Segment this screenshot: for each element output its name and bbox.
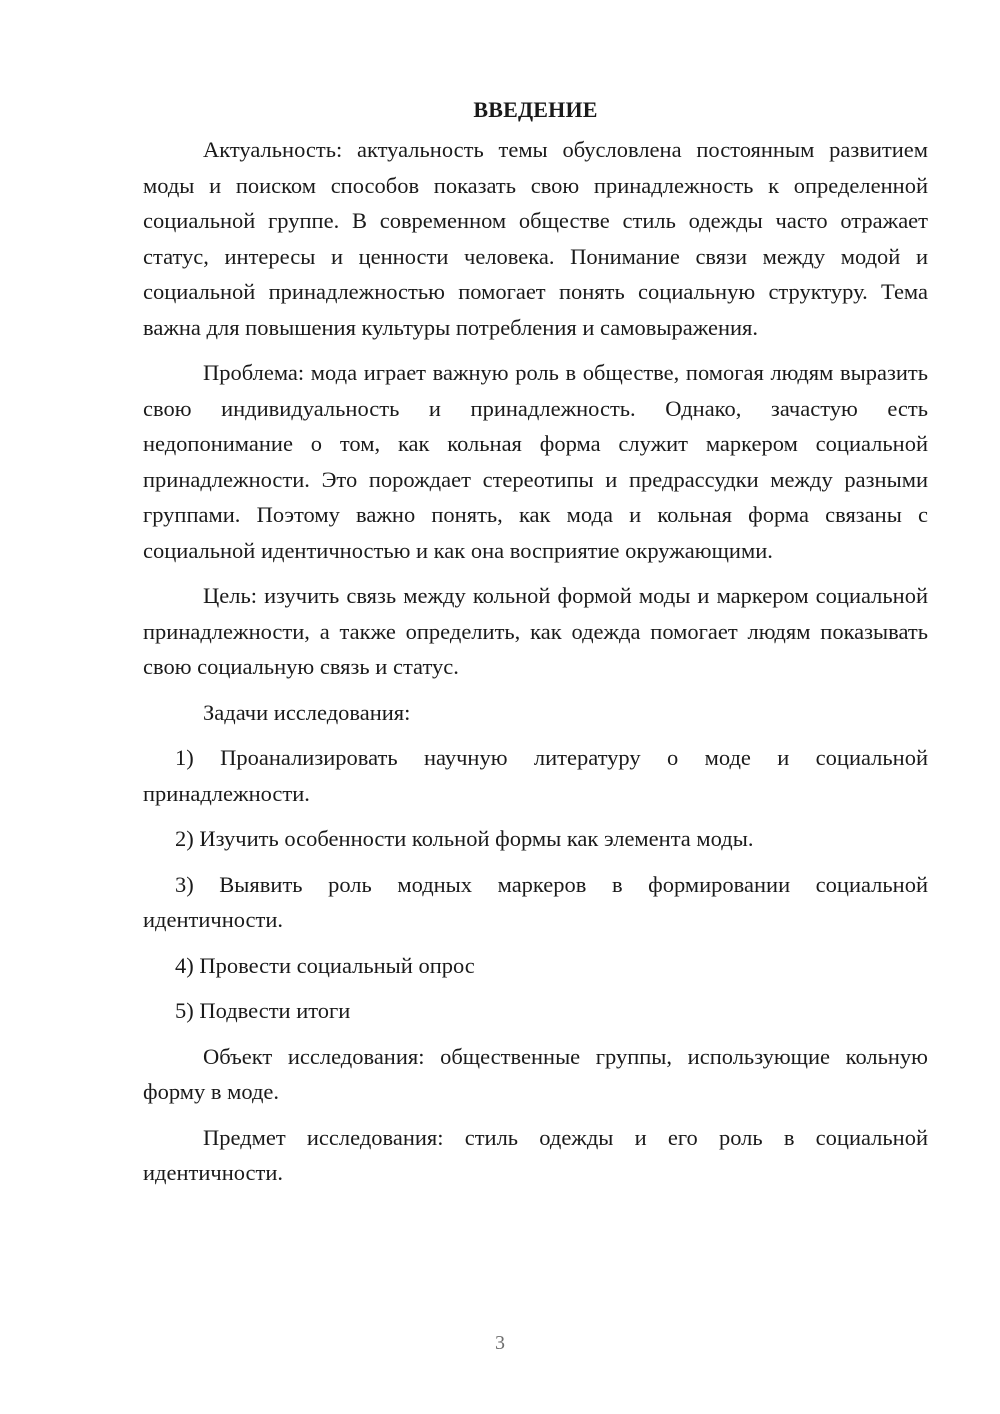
object-paragraph: Объект исследования: общественные группы, использующие кольную форму в моде. [143,1043,928,1104]
task-item-5: 5) Подвести итоги [175,998,351,1023]
task-item-2: 2) Изучить особенности кольной формы как элемента моды. [175,826,754,851]
task-item-1: 1) Проанализировать научную литературу о моде и социальной принадлежности. [143,745,928,806]
subject-paragraph: Предмет исследования: стиль одежды и его роль в социальной идентичности. [143,1124,928,1185]
tasks-heading: Задачи исследования: [203,699,411,725]
task-item-4: 4) Провести социальный опрос [175,952,475,978]
goal-paragraph: Цель: изучить связь между кольной формой моды и маркером социальной принадлежности, а также определить, как одежда помогает людям показывать свою социальную связь и статус. [143,583,928,679]
task-item-3: 3) Выявить роль модных маркеров в формировании социальной идентичности. [143,871,928,932]
page-number: 3 [495,1332,505,1354]
relevance-paragraph: Актуальность: актуальность темы обусловлена постоянным развитием моды и поиском способов показать свою принадлежность к определенной социальной группе. В современном обществе стиль одежды часто отражает статус, интересы и ценности человека. Понимание связи между модой и социальной принадлежностью помогает понять социальную структуру. Тема важна для повышения культуры потребления и самовыражения. [143,137,928,340]
problem-paragraph: Проблема: мода играет важную роль в обществе, помогая людям выразить свою индивидуальность и принадлежность. Однако, зачастую есть недопонимание о том, как кольная форма служит маркером социальной принадлежности. Это порождает стереотипы и предрассудки между разными группами. Поэтому важно понять, как мода и кольная форма связаны с социальной идентичностью и как она восприятие окружающими. [143,360,928,563]
document-page [143,92,928,1191]
document-title: ВВЕДЕНИЕ [473,97,598,122]
